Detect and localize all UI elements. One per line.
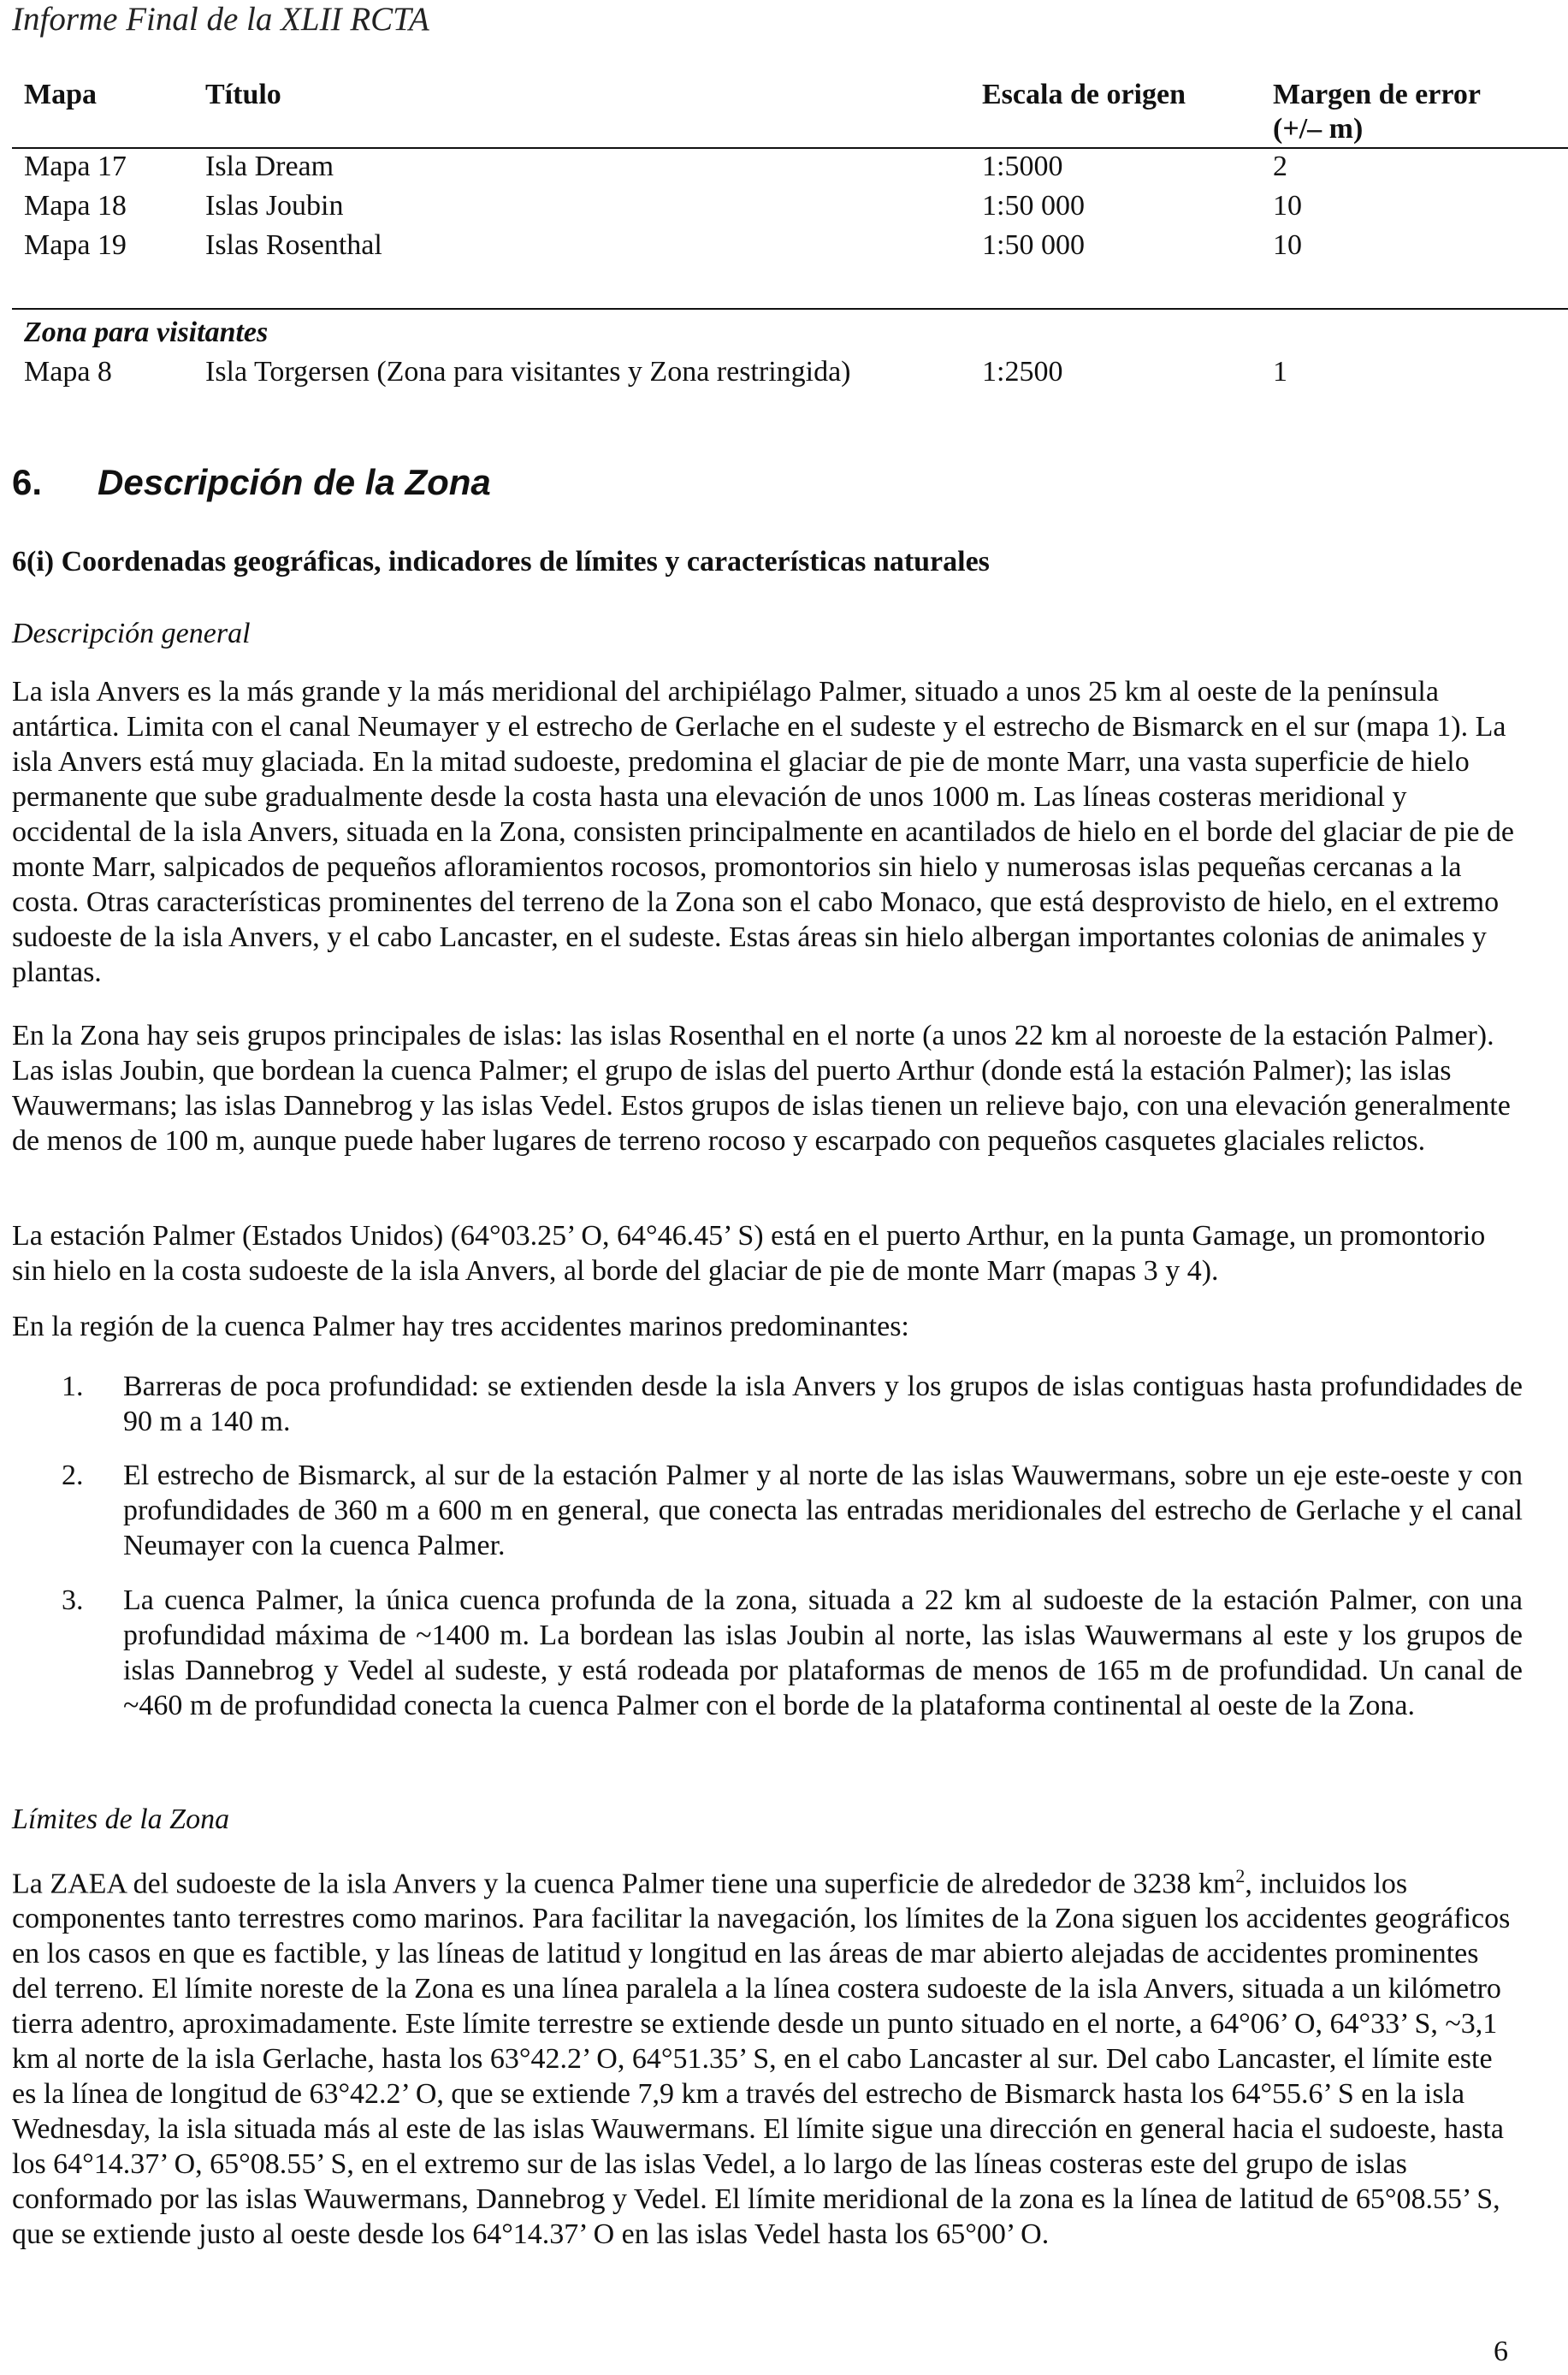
table-cell: 10 xyxy=(1273,190,1302,222)
table-cell: Isla Dream xyxy=(205,151,334,182)
table-cell: 1:50 000 xyxy=(982,229,1085,261)
limits-text-b: , incluidos los componentes tanto terrestres como marinos. Para facilitar la navegación, los límites de la Zona siguen los accidentes geográficos en los casos en que es factible, y las líneas de latitud y longitud en las áreas de mar abierto alejadas de accidentes prominentes del terreno. El límite noreste de la Zona es una línea paralela a la línea costera sudoeste de la isla Anvers, situada a un kilómetro tierra adentro, aproximadamente. Este límite terrestre se extiende desde un punto situado en el norte, a 64°06’ O, 64°33’ S, ~3,1 km al norte de la isla Gerlache, hasta los 63°42.2’ O, 64°51.35’ S, en el cabo Lancaster al sur. Del cabo Lancaster, el límite este es la línea de longitud de 63°42.2’ O, que se extiende 7,9 km a través del estrecho de Bismarck hasta los 64°55.6’ S en la isla Wednesday, la isla situada más al este de las islas Wauwermans. El límite sigue una dirección en general hacia el sudoeste, hasta los 64°14.37’ O, 65°08.55’ S, en el extremo sur de las islas Vedel, a lo largo de las líneas costeras este del grupo de islas conformado por las islas Wauwermans, Dannebrog y Vedel. El límite meridional de la zona es la línea de latitud de 65°08.55’ S, que se extiende justo al oeste desde los 64°14.37’ O en las islas Vedel hasta los 65°00’ O. xyxy=(12,1868,1511,2251)
column-header-mapa: Mapa xyxy=(24,79,97,110)
list-item-text: La cuenca Palmer, la única cuenca profunda de la zona, situada a 22 km al sudoeste de la estación Palmer, con una profundidad máxima de ~1400 m. La bordean las islas Joubin al norte, las islas Wauwermans al este y los grupos de islas Dannebrog y Vedel al sudeste, y está rodeada por plataformas de menos de 165 m de profundidad. Un canal de ~460 m de profundidad conecta la cuenca Palmer con el borde de la plataforma continental al oeste de la Zona. xyxy=(123,1584,1523,1721)
general-description-label: Descripción general xyxy=(12,618,251,649)
column-header-margen: Margen de error xyxy=(1273,79,1481,110)
section-title: Descripción de la Zona xyxy=(98,462,491,502)
list-item-text: Barreras de poca profundidad: se extienden desde la isla Anvers y los grupos de islas contiguas hasta profundidades de 90 m a 140 m. xyxy=(123,1371,1523,1437)
table-group-label-row xyxy=(24,317,1555,354)
table-cell: 10 xyxy=(1273,229,1302,261)
table-cell: Mapa 17 xyxy=(24,151,127,182)
paragraph-marine-intro: En la región de la cuenca Palmer hay tres accidentes marinos predominantes: xyxy=(12,1311,909,1342)
list-item-number: 3. xyxy=(62,1584,84,1616)
column-header-escala: Escala de origen xyxy=(982,79,1186,110)
table-cell: 1:5000 xyxy=(982,151,1063,182)
limits-superscript: 2 xyxy=(1235,1865,1246,1886)
limits-label: Límites de la Zona xyxy=(12,1803,230,1835)
table-cell: Islas Rosenthal xyxy=(205,229,382,261)
table-header-row-2 xyxy=(24,113,1555,151)
table-row xyxy=(24,229,1555,267)
table-cell: 1:2500 xyxy=(982,356,1063,388)
column-header-margen-unit: (+/– m) xyxy=(1273,113,1364,145)
list-item-number: 1. xyxy=(62,1371,84,1402)
table-header-rule xyxy=(12,147,1568,149)
paragraph-station: La estación Palmer (Estados Unidos) (64°03.25’ O, 64°46.45’ S) está en el puerto Arthur, en la punta Gamage, un promontorio sin hielo en la costa sudoeste de la isla Anvers, al borde del glaciar de pie de monte Marr (mapas 3 y 4). xyxy=(12,1220,1486,1287)
section-number: 6. xyxy=(12,462,43,502)
table-group-rule xyxy=(12,308,1568,310)
subsection-heading: 6(i) Coordenadas geográficas, indicadores de límites y características naturales xyxy=(12,546,990,577)
page-number: 6 xyxy=(1494,2336,1508,2367)
paragraph-islands: En la Zona hay seis grupos principales de islas: las islas Rosenthal en el norte (a unos 22 km al noroeste de la estación Palmer). Las islas Joubin, que bordean la cuenca Palmer; el grupo de islas del puerto Arthur (donde está la estación Palmer); las islas Wauwermans; las islas Dannebrog y las islas Vedel. Estos grupos de islas tienen un relieve bajo, con una elevación generalmente de menos de 100 m, aunque puede haber lugares de terreno rocoso y escarpado con pequeños casquetes glaciales relictos. xyxy=(12,1020,1511,1157)
table-cell: Mapa 18 xyxy=(24,190,127,222)
table-row xyxy=(24,151,1555,188)
table-cell: Mapa 8 xyxy=(24,356,112,388)
table-header-row xyxy=(24,79,1555,116)
table-group-label: Zona para visitantes xyxy=(24,317,269,348)
table-cell: 1 xyxy=(1273,356,1287,388)
paragraph-intro: La isla Anvers es la más grande y la más meridional del archipiélago Palmer, situado a unos 25 km al oeste de la península antártica. Limita con el canal Neumayer y el estrecho de Gerlache en el sudeste y el estrecho de Bismarck en el sur (mapa 1). La isla Anvers está muy glaciada. En la mitad sudoeste, predomina el glaciar de pie de monte Marr, una vasta superficie de hielo permanente que sube gradualmente desde la costa hasta una elevación de unos 1000 m. Las líneas costeras meridional y occidental de la isla Anvers, situada en la Zona, consisten principalmente en acantilados de hielo en el borde del glaciar de pie de monte Marr, salpicados de pequeños afloramientos rocosos, promontorios sin hielo y numerosas islas pequeñas cercanas a la costa. Otras características prominentes del terreno de la Zona son el cabo Monaco, que está desprovisto de hielo, en el extremo sudoeste de la isla Anvers, y el cabo Lancaster, en el sudeste. Estas áreas sin hielo albergan importantes colonias de animales y plantas. xyxy=(12,676,1514,988)
list-item-number: 2. xyxy=(62,1460,84,1491)
list-item-text: El estrecho de Bismarck, al sur de la estación Palmer y al norte de las islas Wauwermans, sobre un eje este-oeste y con profundidades de 360 m a 600 m en general, que conecta las entradas meridionales del estrecho de Gerlache y el canal Neumayer con la cuenca Palmer. xyxy=(123,1460,1523,1561)
limits-text-a: La ZAEA del sudoeste de la isla Anvers y la cuenca Palmer tiene una superficie de alrededor de 3238 km xyxy=(12,1868,1236,1900)
column-header-titulo: Título xyxy=(205,79,281,110)
table-row xyxy=(24,190,1555,228)
section-heading xyxy=(12,462,491,503)
table-cell: Isla Torgersen (Zona para visitantes y Zona restringida) xyxy=(205,356,851,388)
table-cell: 1:50 000 xyxy=(982,190,1085,222)
table-cell: Islas Joubin xyxy=(205,190,344,222)
table-cell: Mapa 19 xyxy=(24,229,127,261)
table-row xyxy=(24,356,1555,394)
running-header: Informe Final de la XLII RCTA xyxy=(12,1,429,38)
paragraph-limits xyxy=(12,1858,1518,2252)
table-cell: 2 xyxy=(1273,151,1287,182)
